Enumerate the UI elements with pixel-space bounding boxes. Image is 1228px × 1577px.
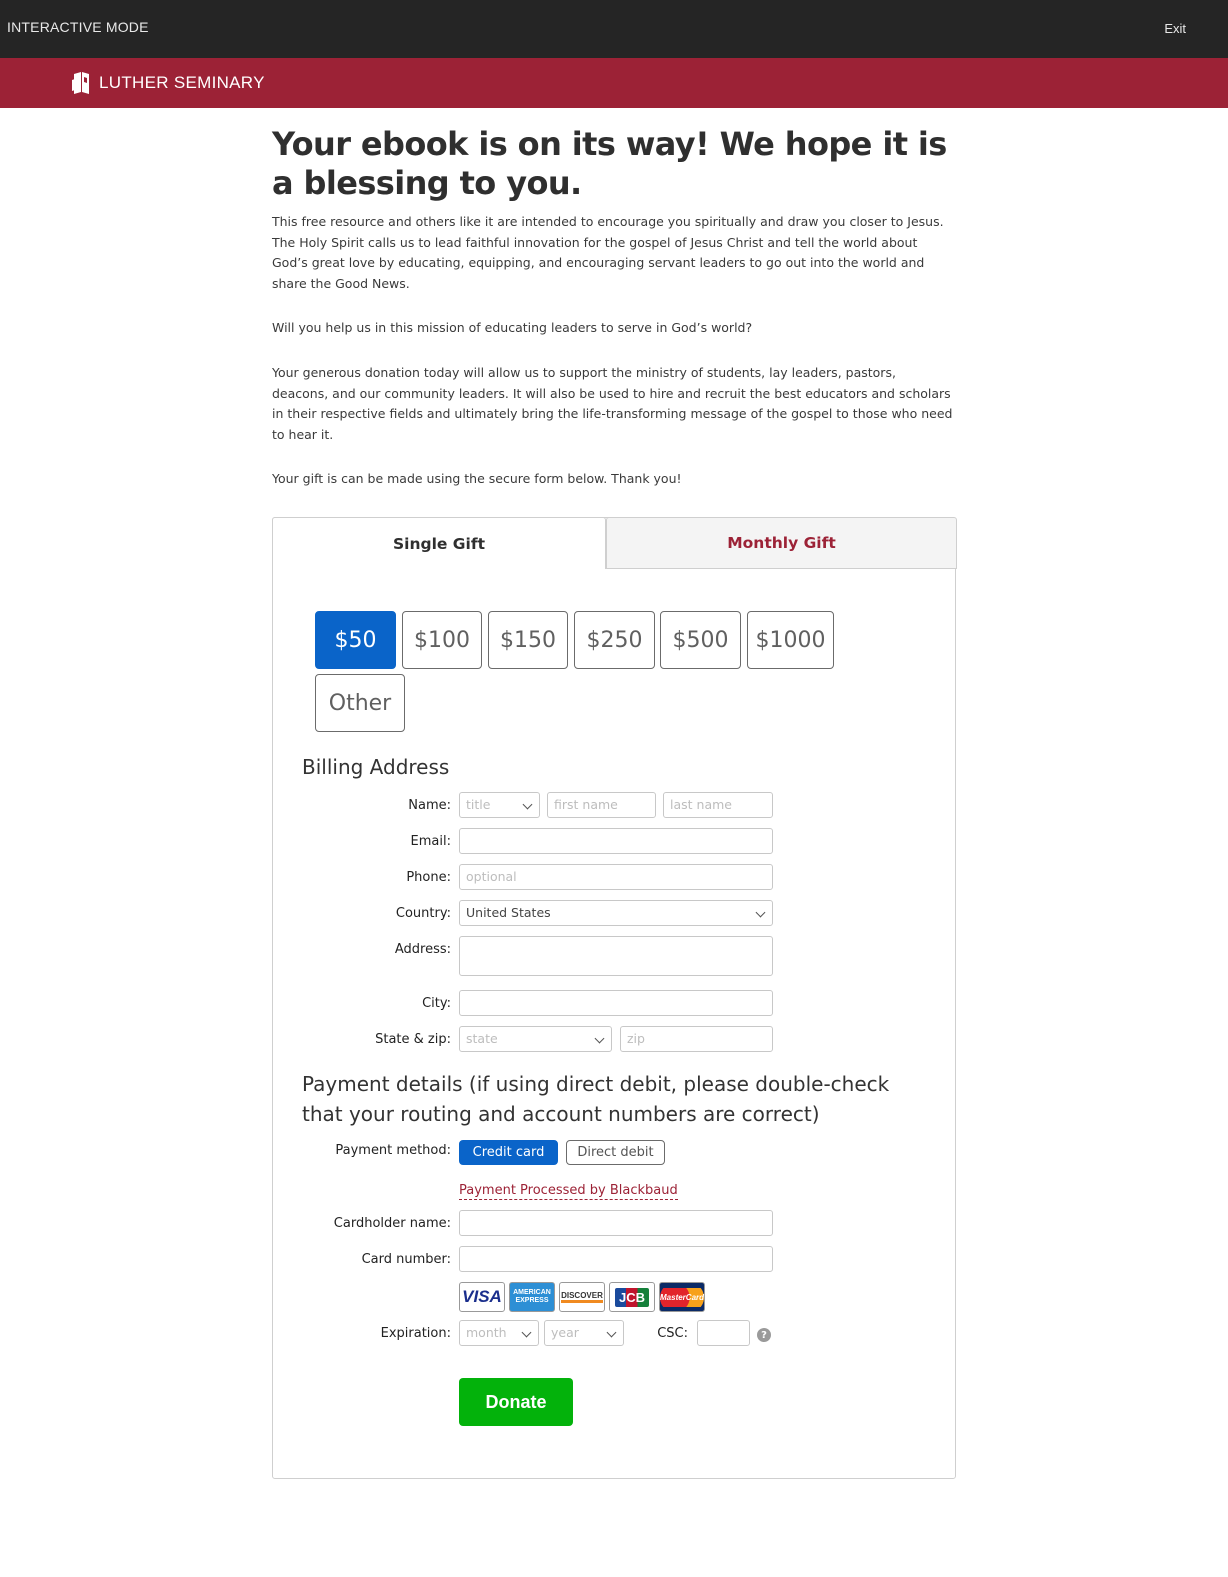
tab-single-gift[interactable]: Single Gift [272,517,606,569]
donation-paragraph: Your generous donation today will allow us to support the ministry of students, lay leaders, pastors, deacons, and our community leaders. It will also be used to hire and recruit the best educators and scholars in their respective fields and ultimately bring the life-transforming message of the gospel to those who need to hear it. [272,365,953,442]
city-input[interactable] [459,990,773,1016]
seminary-logo-icon [70,70,92,96]
visa-icon: VISA [459,1282,505,1312]
amount-150-button[interactable]: $150 [488,611,568,669]
billing-address-heading: Billing Address [302,755,450,779]
name-label: Name: [408,798,451,813]
logo[interactable] [70,70,265,96]
country-label: Country: [395,906,451,921]
payment-details-heading: Payment details (if using direct debit, please double-check that your routing and account numbers are correct) [302,1072,890,1126]
first-name-input[interactable]: first name [547,792,656,818]
brand-header [0,58,1228,108]
csc-input[interactable] [697,1320,750,1346]
top-bar [0,0,1228,58]
intro-paragraph: This free resource and others like it are intended to encourage you spiritually and draw you closer to Jesus. The Holy Spirit calls us to lead faithful innovation for the gospel of Jesus Christ and tell the world about God’s great love by educating, equipping, and encouraging servant leaders to go out into the world and share the Good News. [272,214,944,291]
direct-debit-button[interactable]: Direct debit [566,1140,665,1165]
payment-method-label: Payment method: [335,1143,451,1158]
cardholder-name-input[interactable] [459,1210,773,1236]
amex-icon: AMERICAN EXPRESS [509,1282,555,1312]
amount-50-button[interactable]: $50 [315,611,396,669]
mastercard-icon: MasterCard [659,1282,705,1312]
discover-icon: DISCOVER [559,1282,605,1312]
address-label: Address: [394,942,451,957]
card-number-input[interactable] [459,1246,773,1272]
tab-monthly-gift[interactable]: Monthly Gift [606,517,957,569]
tab-divider [606,568,956,569]
phone-label: Phone: [406,870,451,885]
state-select[interactable]: state [459,1026,612,1052]
card-number-label: Card number: [361,1252,451,1267]
csc-label: CSC: [657,1326,688,1341]
donation-form [272,517,956,1479]
exit-button[interactable]: Exit [1164,21,1186,36]
expiration-label: Expiration: [380,1326,451,1341]
mission-question: Will you help us in this mission of educating leaders to serve in God’s world? [272,320,753,335]
address-input[interactable] [459,936,773,976]
csc-help-icon[interactable]: ? [757,1328,771,1342]
donate-button[interactable]: Donate [459,1378,573,1426]
email-input[interactable] [459,828,773,854]
title-select[interactable]: title [459,792,540,818]
amount-250-button[interactable]: $250 [574,611,655,669]
last-name-input[interactable]: last name [663,792,773,818]
interactive-mode-label: INTERACTIVE MODE [7,19,149,35]
email-label: Email: [410,834,451,849]
thank-you-text: Your gift is can be made using the secure form below. Thank you! [272,471,682,486]
credit-card-button[interactable]: Credit card [459,1140,558,1165]
expiration-year-select[interactable]: year [544,1320,624,1346]
brand-name: LUTHER SEMINARY [99,73,265,92]
cardholder-name-label: Cardholder name: [333,1216,451,1231]
state-zip-label: State & zip: [375,1032,451,1047]
zip-input[interactable]: zip [620,1026,773,1052]
expiration-month-select[interactable]: month [459,1320,539,1346]
amount-500-button[interactable]: $500 [660,611,741,669]
jcb-icon: JCB [609,1282,655,1312]
amount-100-button[interactable]: $100 [402,611,482,669]
phone-input[interactable]: optional [459,864,773,890]
page-title: Your ebook is on its way! We hope it is a blessing to you. [272,125,947,202]
amount-1000-button[interactable]: $1000 [747,611,834,669]
country-select[interactable]: United States [459,900,773,926]
amount-other-button[interactable]: Other [315,674,405,732]
blackbaud-processor-link[interactable]: Payment Processed by Blackbaud [459,1183,678,1198]
city-label: City: [422,996,451,1011]
